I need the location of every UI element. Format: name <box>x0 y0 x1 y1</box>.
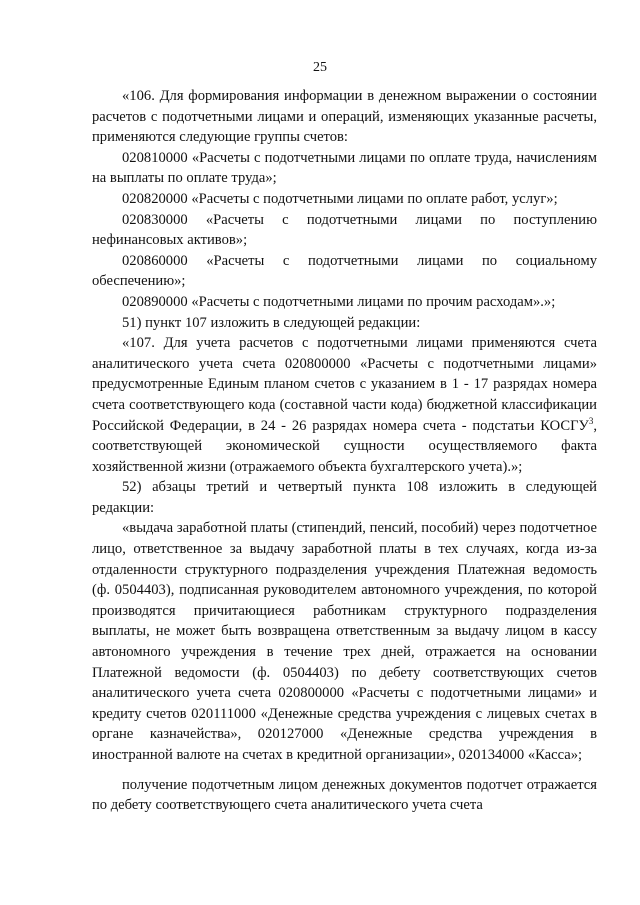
page-number: 25 <box>313 60 327 75</box>
paragraph-107-text-after: , соответствующей экономической сущности осуществляемого факта хозяйственной жизни (отражаемого объекта бухгалтерского учета).»; <box>92 417 597 475</box>
document-body <box>92 86 597 816</box>
paragraph-account-020810000: 020810000 «Расчеты с подотчетными лицами по оплате труда, начислениям на выплаты по оплате труда»; <box>92 149 597 187</box>
paragraph-account-020860000: 020860000 «Расчеты с подотчетными лицами по социальному обеспечению»; <box>92 252 597 290</box>
paragraph-107-text-before: «107. Для учета расчетов с подотчетными лицами применяются счета аналитического учета счета 020800000 «Расчеты с подотчетными лицами» предусмотренные Единым планом счетов с указанием в 1 - 17 разрядах номера счета соответствующего кода (составной части кода) бюджетной классификации Российской Федерации, в 24 - 26 разрядах номера счета - подстатьи КОСГУ <box>92 335 597 434</box>
paragraph-account-020890000: 020890000 «Расчеты с подотчетными лицами по прочим расходам».»; <box>122 293 556 310</box>
paragraph-106-intro: «106. Для формирования информации в денежном выражении о состоянии расчетов с подотчетными лицами и операций, изменяющих указанные расчеты, применяются следующие группы счетов: <box>92 88 597 146</box>
paragraph-107 <box>92 333 597 477</box>
paragraph-account-020830000: 020830000 «Расчеты с подотчетными лицами по поступлению нефинансовых активов»; <box>92 211 597 249</box>
paragraph-money-documents: получение подотчетным лицом денежных документов подотчет отражается по дебету соответствующего счета аналитического учета счета <box>92 776 597 814</box>
paragraph-salary-issuance: «выдача заработной платы (стипендий, пенсий, пособий) через подотчетное лицо, ответственное за выдачу заработной платы в тех случаях, когда из-за отдаленности структурного подразделения учреждения Платежная ведомость (ф. 0504403), подписанная руководителем автономного учреждения, по которой производятся причитающиеся работникам структурного подразделения выплаты, не может быть возвращена ответственным за выдачу лицом в кассу автономного учреждения в течение трех дней, отражается на основании Платежной ведомости (ф. 0504403) по дебету соответствующих счетов аналитического учета счета 020800000 «Расчеты с подотчетными лицами» и кредиту счетов 020111000 «Денежные средства учреждения с лицевых счетах в органе казначейства», 020127000 «Денежные средства учреждения в иностранной валюте на счетах в кредитной организации», 020134000 «Касса»; <box>92 520 597 763</box>
paragraph-item-51: 51) пункт 107 изложить в следующей редакции: <box>122 314 421 331</box>
paragraph-account-020820000: 020820000 «Расчеты с подотчетными лицами по оплате работ, услуг»; <box>122 190 558 207</box>
paragraph-item-52: 52) абзацы третий и четвертый пункта 108 изложить в следующей редакции: <box>92 479 597 516</box>
footnote-marker: 3 <box>588 415 594 426</box>
